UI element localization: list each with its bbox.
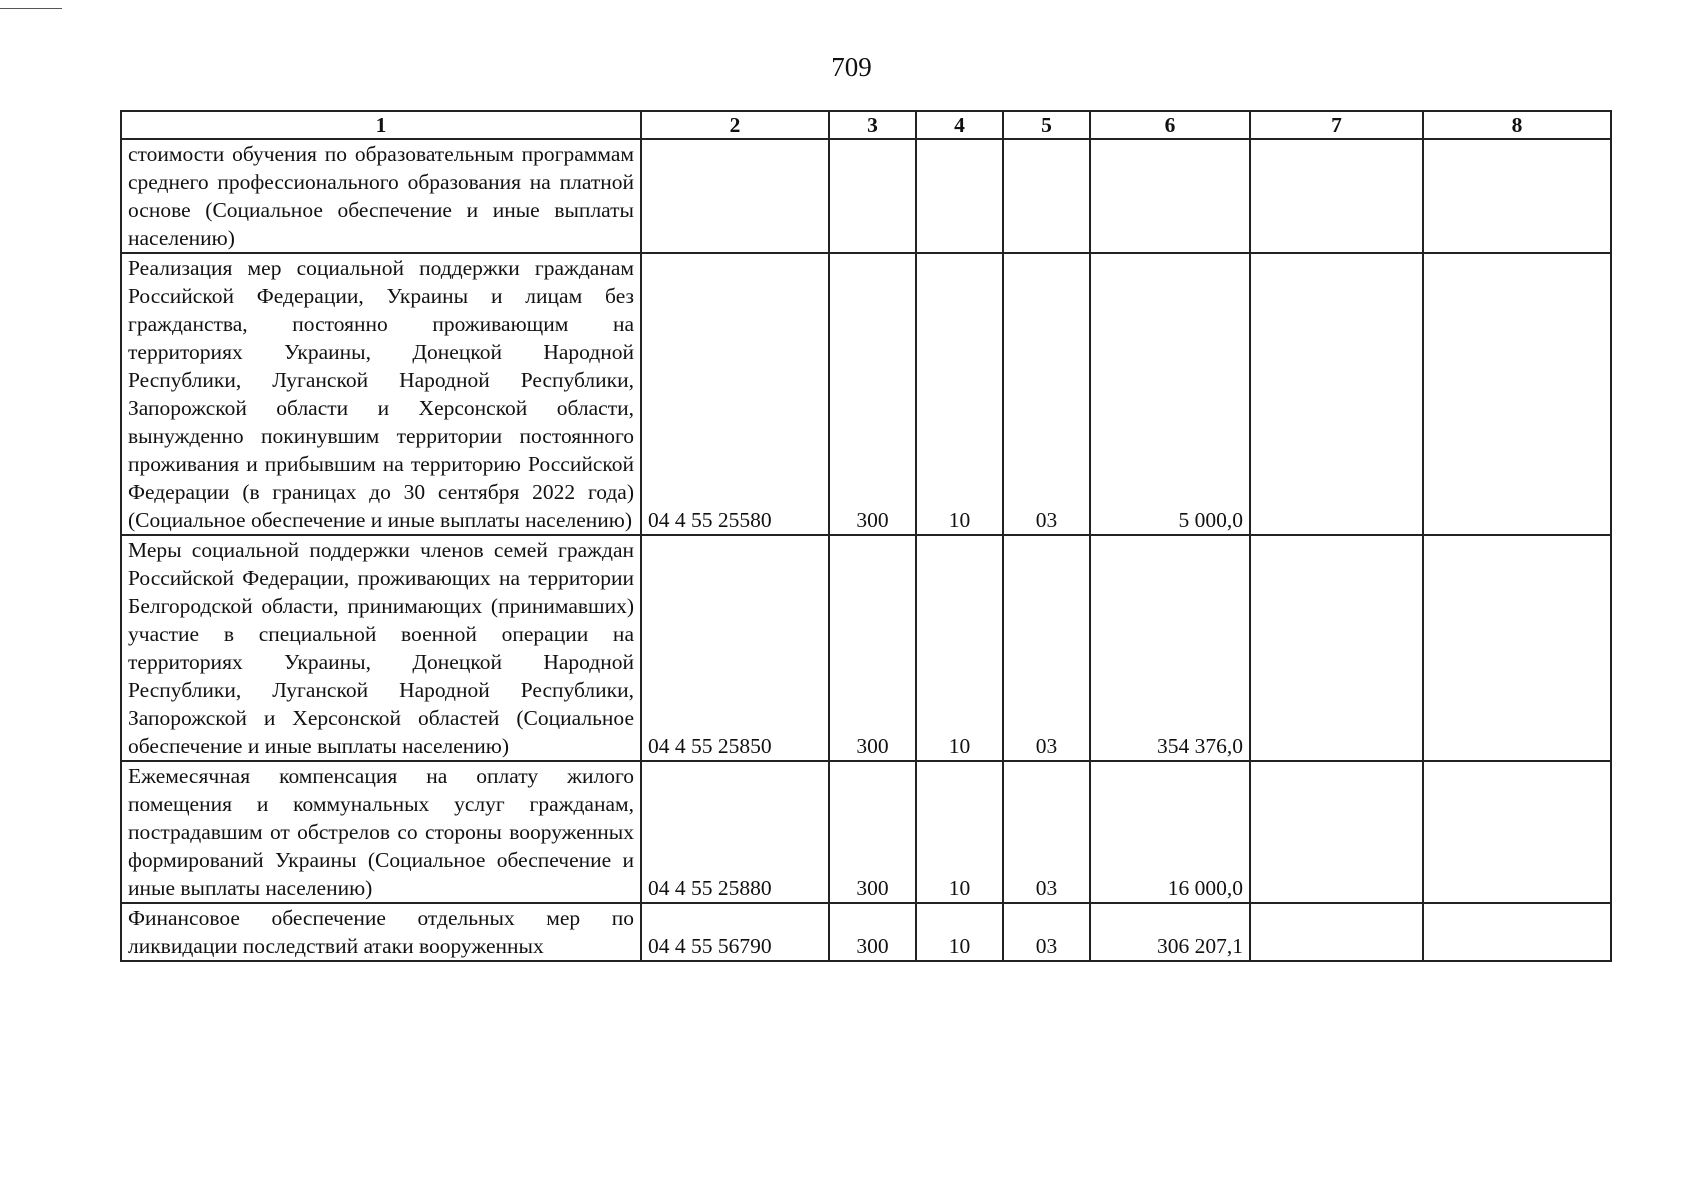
amount-cell: 16 000,0 xyxy=(1090,761,1250,903)
table-row xyxy=(121,253,1611,535)
expense-type-code: 300 xyxy=(829,761,916,903)
column-header: 2 xyxy=(641,111,829,139)
column-7-cell xyxy=(1250,139,1423,253)
column-header: 4 xyxy=(916,111,1003,139)
section-code: 10 xyxy=(916,535,1003,761)
column-8-cell xyxy=(1423,761,1611,903)
column-7-cell xyxy=(1250,253,1423,535)
row-description: Финансовое обеспечение отдельных мер по ликвидации последствий атаки вооруженных xyxy=(121,903,641,961)
expense-type-code: 300 xyxy=(829,903,916,961)
classification-code: 04 4 55 25880 xyxy=(641,761,829,903)
section-code: 10 xyxy=(916,253,1003,535)
section-code: 10 xyxy=(916,903,1003,961)
column-8-cell xyxy=(1423,253,1611,535)
corner-rule xyxy=(0,8,62,9)
classification-code xyxy=(641,139,829,253)
column-8-cell xyxy=(1423,903,1611,961)
column-header: 3 xyxy=(829,111,916,139)
page-number: 709 xyxy=(831,52,872,82)
table-row xyxy=(121,903,1611,961)
row-description: стоимости обучения по образовательным программам среднего профессионального образования на платной основе (Социальное обеспечение и иные выплаты населению) xyxy=(121,139,641,253)
column-8-cell xyxy=(1423,535,1611,761)
column-header: 1 xyxy=(121,111,641,139)
subsection-code: 03 xyxy=(1003,535,1090,761)
row-description: Реализация мер социальной поддержки гражданам Российской Федерации, Украины и лицам без гражданства, постоянно проживающим на территориях Украины, Донецкой Народной Республики, Луганской Народной Республики, Запорожской области и Херсонской области, вынужденно покинувшим территории постоянного проживания и прибывшим на территорию Российской Федерации (в границах до 30 сентября 2022 года) (Социальное обеспечение и иные выплаты населению) xyxy=(121,253,641,535)
column-7-cell xyxy=(1250,535,1423,761)
amount-cell: 354 376,0 xyxy=(1090,535,1250,761)
column-header: 8 xyxy=(1423,111,1611,139)
classification-code: 04 4 55 25580 xyxy=(641,253,829,535)
budget-table xyxy=(120,110,1612,962)
section-code xyxy=(916,139,1003,253)
column-header: 6 xyxy=(1090,111,1250,139)
header-row xyxy=(121,111,1611,139)
column-7-cell xyxy=(1250,761,1423,903)
classification-code: 04 4 55 56790 xyxy=(641,903,829,961)
classification-code: 04 4 55 25850 xyxy=(641,535,829,761)
subsection-code: 03 xyxy=(1003,761,1090,903)
table-row xyxy=(121,139,1611,253)
amount-cell xyxy=(1090,139,1250,253)
column-header: 7 xyxy=(1250,111,1423,139)
row-description: Ежемесячная компенсация на оплату жилого помещения и коммунальных услуг гражданам, пострадавшим от обстрелов со стороны вооруженных формирований Украины (Социальное обеспечение и иные выплаты населению) xyxy=(121,761,641,903)
table-row xyxy=(121,761,1611,903)
subsection-code xyxy=(1003,139,1090,253)
row-description: Меры социальной поддержки членов семей граждан Российской Федерации, проживающих на территории Белгородской области, принимающих (принимавших) участие в специальной военной операции на территориях Украины, Донецкой Народной Республики, Луганской Народной Республики, Запорожской и Херсонской областей (Социальное обеспечение и иные выплаты населению) xyxy=(121,535,641,761)
amount-cell: 5 000,0 xyxy=(1090,253,1250,535)
column-7-cell xyxy=(1250,903,1423,961)
expense-type-code xyxy=(829,139,916,253)
expense-type-code: 300 xyxy=(829,253,916,535)
column-header: 5 xyxy=(1003,111,1090,139)
section-code: 10 xyxy=(916,761,1003,903)
column-8-cell xyxy=(1423,139,1611,253)
subsection-code: 03 xyxy=(1003,903,1090,961)
amount-cell: 306 207,1 xyxy=(1090,903,1250,961)
subsection-code: 03 xyxy=(1003,253,1090,535)
expense-type-code: 300 xyxy=(829,535,916,761)
table-row xyxy=(121,535,1611,761)
